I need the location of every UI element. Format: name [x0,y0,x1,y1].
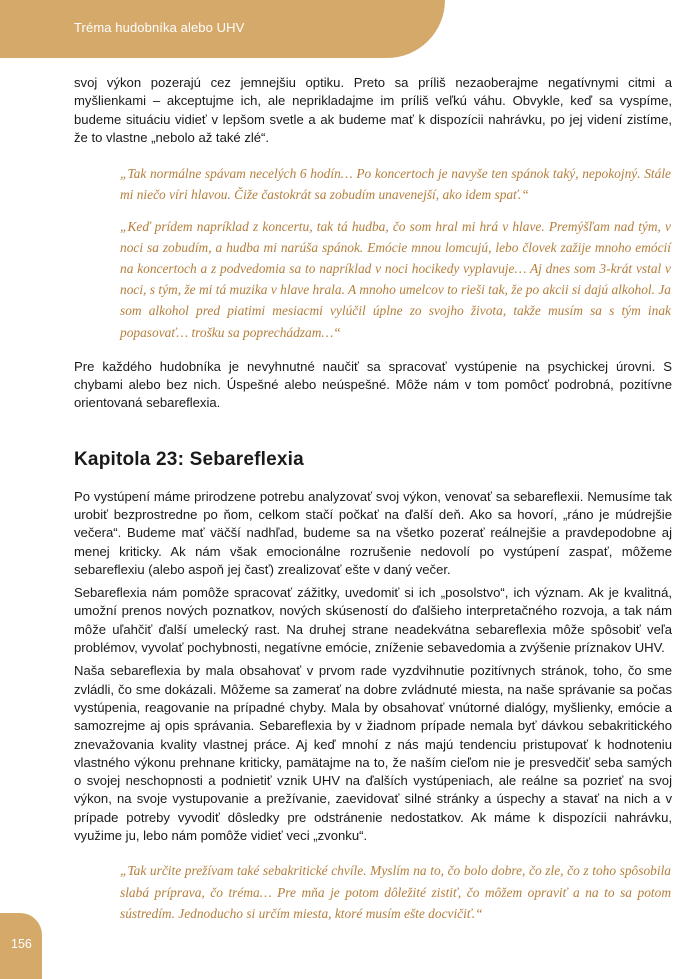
paragraph: Po vystúpení máme prirodzene potrebu analyzovať svoj výkon, venovať sa sebareflexii. Nemusíme tak urobiť bezprostredne po ňom, celkom stačí počkať na ďalší deň. Ako sa hovorí, „ráno je múdrejšie večera“. Budeme mať väčší nadhľad, budeme sa na všetko pozerať reálnejšie a pravdepodobne aj menej kriticky. Ak nám však emocionálne rozrušenie nedovolí po vystúpení zaspať, môžeme sebareflexiu (alebo aspoň jej časť) zrealizovať ešte v daný večer. [74,488,672,577]
paragraph: Naša sebareflexia by mala obsahovať v prvom rade vyzdvihnutie pozitívnych stránok, toho, čo sme zvládli, čo sme dokázali. Môžeme sa zamerať na dobre zvládnuté miesta, na naše správanie sa počas vystúpenia, reagovanie na prípadné chyby. Mala by obsahovať vnútorné dialógy, myšlienky, emócie a samozrejme aj opis správania. Sebareflexia by v žiadnom prípade nemala byť dávkou sebakritického znevažovania kvality vlastnej práce. Aj keď mnohí z nás majú tendenciu pristupovať k hodnoteniu vlastného výkonu prehnane kriticky, pamätajme na to, že naším cieľom nie je presvedčiť seba samých o svojej neschopnosti a podnietiť vznik UHV na ďalších vystúpeniach, ale reálne sa pozrieť na svoj výkon, na svoje vystupovanie a prežívanie, zaevidovať silné stránky a úspechy a stavať na nich a v prípade potreby vyvodiť dôsledky pre odstránenie nedostatkov. Ak máme k dispozícii nahrávku, využime ju, lebo nám pomôže vidieť veci „zvonku“. [74,663,672,844]
paragraph: Pre každého hudobníka je nevyhnutné naučiť sa spracovať vystúpenie na psychickej úrovni. S chybami alebo bez nich. Úspešné alebo neúspešné. Môže nám v tom pomôcť podrobná, pozitívne orientovaná sebareflexia. [74,358,672,411]
paragraph: Sebareflexia nám pomôže spracovať zážitky, uvedomiť si ich „posolstvo“, ich význam. Ak je kvalitná, umožní prenos nových poznatkov, nových skúseností do ďalšieho interpretačného rozvoja, a tak nám môže uľahčiť ďalší umelecký rast. Na druhej strane neadekvátna sebareflexia môže spôsobiť veľa problémov, vyvolať pochybnosti, negatívne emócie, zníženie sebavedomia a zvýšenie príznakov UHV. [74,585,672,656]
page-number-tab [0,913,42,979]
page-number: 156 [11,937,32,951]
running-header-title: Tréma hudobníka alebo UHV [74,20,245,35]
paragraph: svoj výkon pozerajú cez jemnejšiu optiku. Preto sa príliš nezaoberajme negatívnymi citmi a myšlienkami – akceptujme ich, ale neprikladajme im príliš veľkú váhu. Obvykle, keď sa vyspíme, budeme situáciu vidieť v lepšom svetle a ak budeme mať k dispozícii nahrávku, po jej videní zistíme, že to vlastne „nebolo až také zlé“. [74,75,672,145]
interview-quote: „Keď prídem napríklad z koncertu, tak tá hudba, čo som hral mi hrá v hlave. Premýšľam nad tým, v noci sa zobudím, a hudba mi narúša spánok. Emócie mnou lomcujú, lebo človek zažije mnoho emócií na koncertoch a z podvedomia sa to napríklad v noci hocikedy vyplavuje… Aj dnes som 3-krát vstal v noci, s tým, že mi tá muzika v hlave hrala. A mnoho umelcov to rieši tak, že po akcii si dajú alkohol. Ja som alkohol pred piatimi mesiacmi vylúčil úplne zo svojho života, takže musím sa s tým inak popasovať… trošku sa poprechádzam…“ [120,218,671,340]
chapter-heading: Kapitola 23: Sebareflexia [74,448,304,470]
page-content [74,74,672,924]
interview-quote: „Tak normálne spávam necelých 6 hodín… Po koncertoch je navyše ten spánok taký, nepokojný. Stále mi niečo víri hlavou. Čiže častokrát sa zobudím unavenejší, ako idem spať.“ [120,166,671,203]
interview-quote: „Tak určite prežívam také sebakritické chvíle. Myslím na to, čo bolo dobre, čo zle, čo z toho spôsobila slabá príprava, čo tréma… Pre mňa je potom dôležité zistiť, čo môžem opraviť a na to sa potom sústredím. Jednoducho si určím miesta, ktoré musím ešte docvičiť.“ [120,863,671,921]
header-tab [0,0,445,58]
